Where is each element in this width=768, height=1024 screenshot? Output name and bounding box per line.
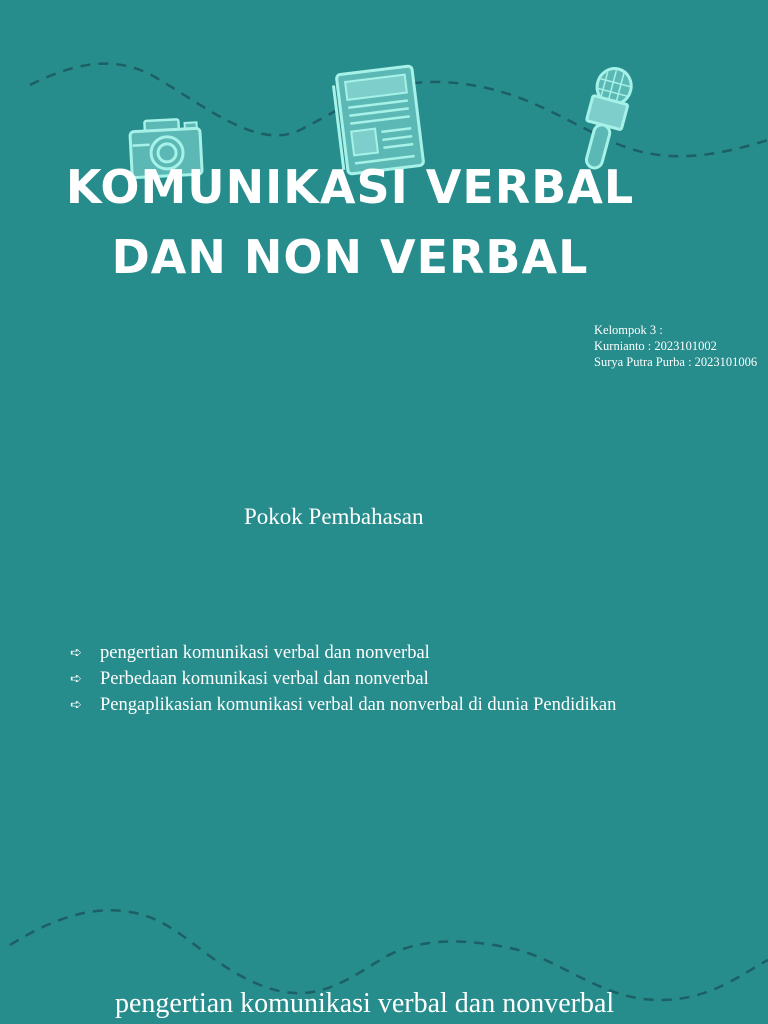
document-title: KOMUNIKASI VERBAL DAN NON VERBAL — [65, 160, 635, 284]
list-item — [70, 666, 616, 692]
outline-list — [70, 640, 616, 718]
list-item — [70, 640, 616, 666]
list-item-label: pengertian komunikasi verbal dan nonverbal — [100, 643, 430, 663]
list-item-label: Perbedaan komunikasi verbal dan nonverbal — [100, 669, 429, 689]
next-section-heading: pengertian komunikasi verbal dan nonverbal — [115, 988, 615, 1019]
list-item-label: Pengaplikasian komunikasi verbal dan nonverbal di dunia Pendidikan — [100, 695, 617, 715]
outline-heading: Pokok Pembahasan — [244, 504, 424, 529]
bottom-dashed-line — [10, 910, 768, 1000]
member-line: Surya Putra Purba : 2023101006 — [594, 355, 758, 369]
arrow-bullet-icon: ➪ — [70, 671, 82, 687]
group-label: Kelompok 3 : — [594, 323, 663, 337]
member-line: Kurnianto : 2023101002 — [594, 339, 717, 353]
arrow-bullet-icon: ➪ — [70, 697, 82, 713]
list-item — [70, 692, 616, 718]
group-credits — [594, 322, 757, 370]
arrow-bullet-icon: ➪ — [70, 645, 82, 661]
